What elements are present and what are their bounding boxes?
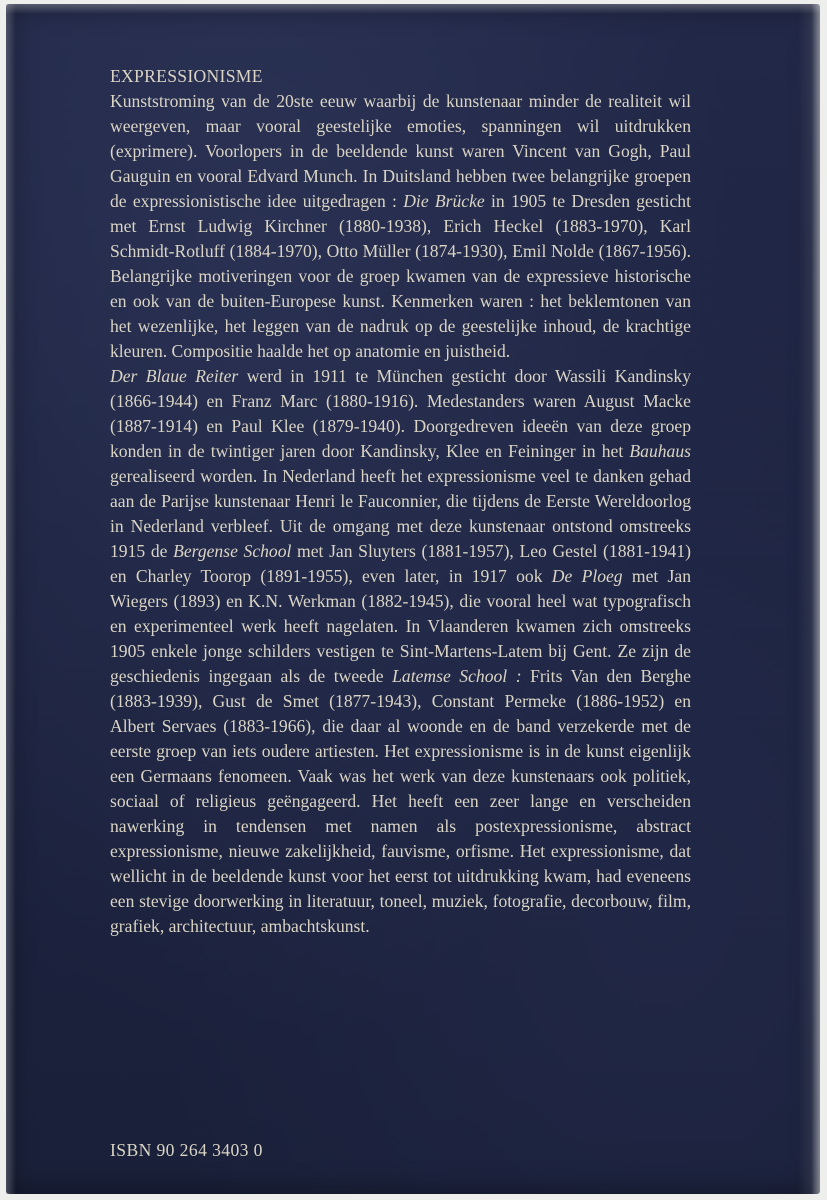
blurb-text [110,64,691,939]
italic-der-blaue-reiter: Der Blaue Reiter [110,366,239,386]
italic-de-ploeg: De Ploeg [551,566,623,586]
para2-text-4: met Jan Wiegers (1893) en K.N. Werkman (1882-1945), die vooral heel wat typografisch en experimenteel werk heeft nagelaten. In Vlaanderen kwamen zich omstreeks 1905 enkele jonge schilders vestigen te Sint-Martens-Latem bij Gent. Ze zijn de geschiedenis ingegaan als de tweede [110,566,691,686]
para2-text-5: Frits Van den Berghe (1883-1939), Gust de Smet (1877-1943), Constant Permeke (1886-1952) en Albert Servaes (1883-1966), die daar al woonde en de band verzekerde met de eerste groep van iets oudere artiesten. Het expressionisme is in de kunst eigenlijk een Germaans fenomeen. Vaak was het werk van deze kunstenaars ook politiek, sociaal of religieus geëngageerd. Het heeft een zeer lange en verscheiden nawerking in tendensen met namen als postexpressionisme, abstract expressionisme, nieuwe zakelijkheid, fauvisme, orfisme. Het expressionisme, dat wellicht in de beeldende kunst voor het eerst tot uitdrukking kwam, had eveneens een stevige doorwerking in literatuur, toneel, muziek, fotografie, decorbouw, film, grafiek, architectuur, ambachtskunst. [110,666,691,936]
cover-wear-right [798,4,820,1194]
para2-text-2: gerealiseerd worden. In Nederland heeft het expressionisme veel te danken gehad aan de Parijse kunstenaar Henri le Fauconnier, die tijdens de Eerste Wereldoorlog in Nederland verbleef. Uit de omgang met deze kunstenaar ontstond omstreeks 1915 de [110,466,691,561]
isbn: ISBN 90 264 3403 0 [110,1140,263,1160]
para2-text-1: werd in 1911 te München gesticht door Wassili Kandinsky (1866-1944) en Franz Marc (1880-1916). Medestanders waren August Macke (1887-1914) en Paul Klee (1879-1940). Doorgedreven ideeën van deze groep konden in de twintiger jaren door Kandinsky, Klee en Feininger in het [110,366,691,461]
italic-bergense-school: Bergense School [173,541,292,561]
italic-die-brucke: Die Brücke [403,191,485,211]
italic-latemse-school: Latemse School : [392,666,522,686]
paragraph-die-brucke [110,89,691,364]
cover-wear-left [6,4,16,1194]
paragraph-blaue-reiter [110,364,691,939]
para2-text-3: met Jan Sluyters (1881-1957), Leo Gestel (1881-1941) en Charley Toorop (1891-1955), even later, in 1917 ook [110,541,692,586]
heading: EXPRESSIONISME [110,66,263,86]
para1-text-1: Kunststroming van de 20ste eeuw waarbij de kunstenaar minder de realiteit wil weergeven, maar vooral geestelijke emoties, spanningen wil uitdrukken (exprimere). Voorlopers in de beeldende kunst waren Vincent van Gogh, Paul Gauguin en vooral Edvard Munch. In Duitsland hebben twee belangrijke groepen de expressionistische idee uitgedragen : [110,91,691,211]
para1-text-2: in 1905 te Dresden gesticht met Ernst Ludwig Kirchner (1880-1938), Erich Heckel (1883-1970), Karl Schmidt-Rotluff (1884-1970), Otto Müller (1874-1930), Emil Nolde (1867-1956). Belangrijke motiveringen voor de groep kwamen van de expressieve historische en ook van de buiten-Europese kunst. Kenmerken waren : het beklemtonen van het wezenlijke, het leggen van de nadruk op de geestelijke inhoud, de krachtige kleuren. Compositie haalde het op anatomie en juistheid. [110,191,691,361]
cover-wear-top [6,4,820,14]
italic-bauhaus: Bauhaus [629,441,691,461]
